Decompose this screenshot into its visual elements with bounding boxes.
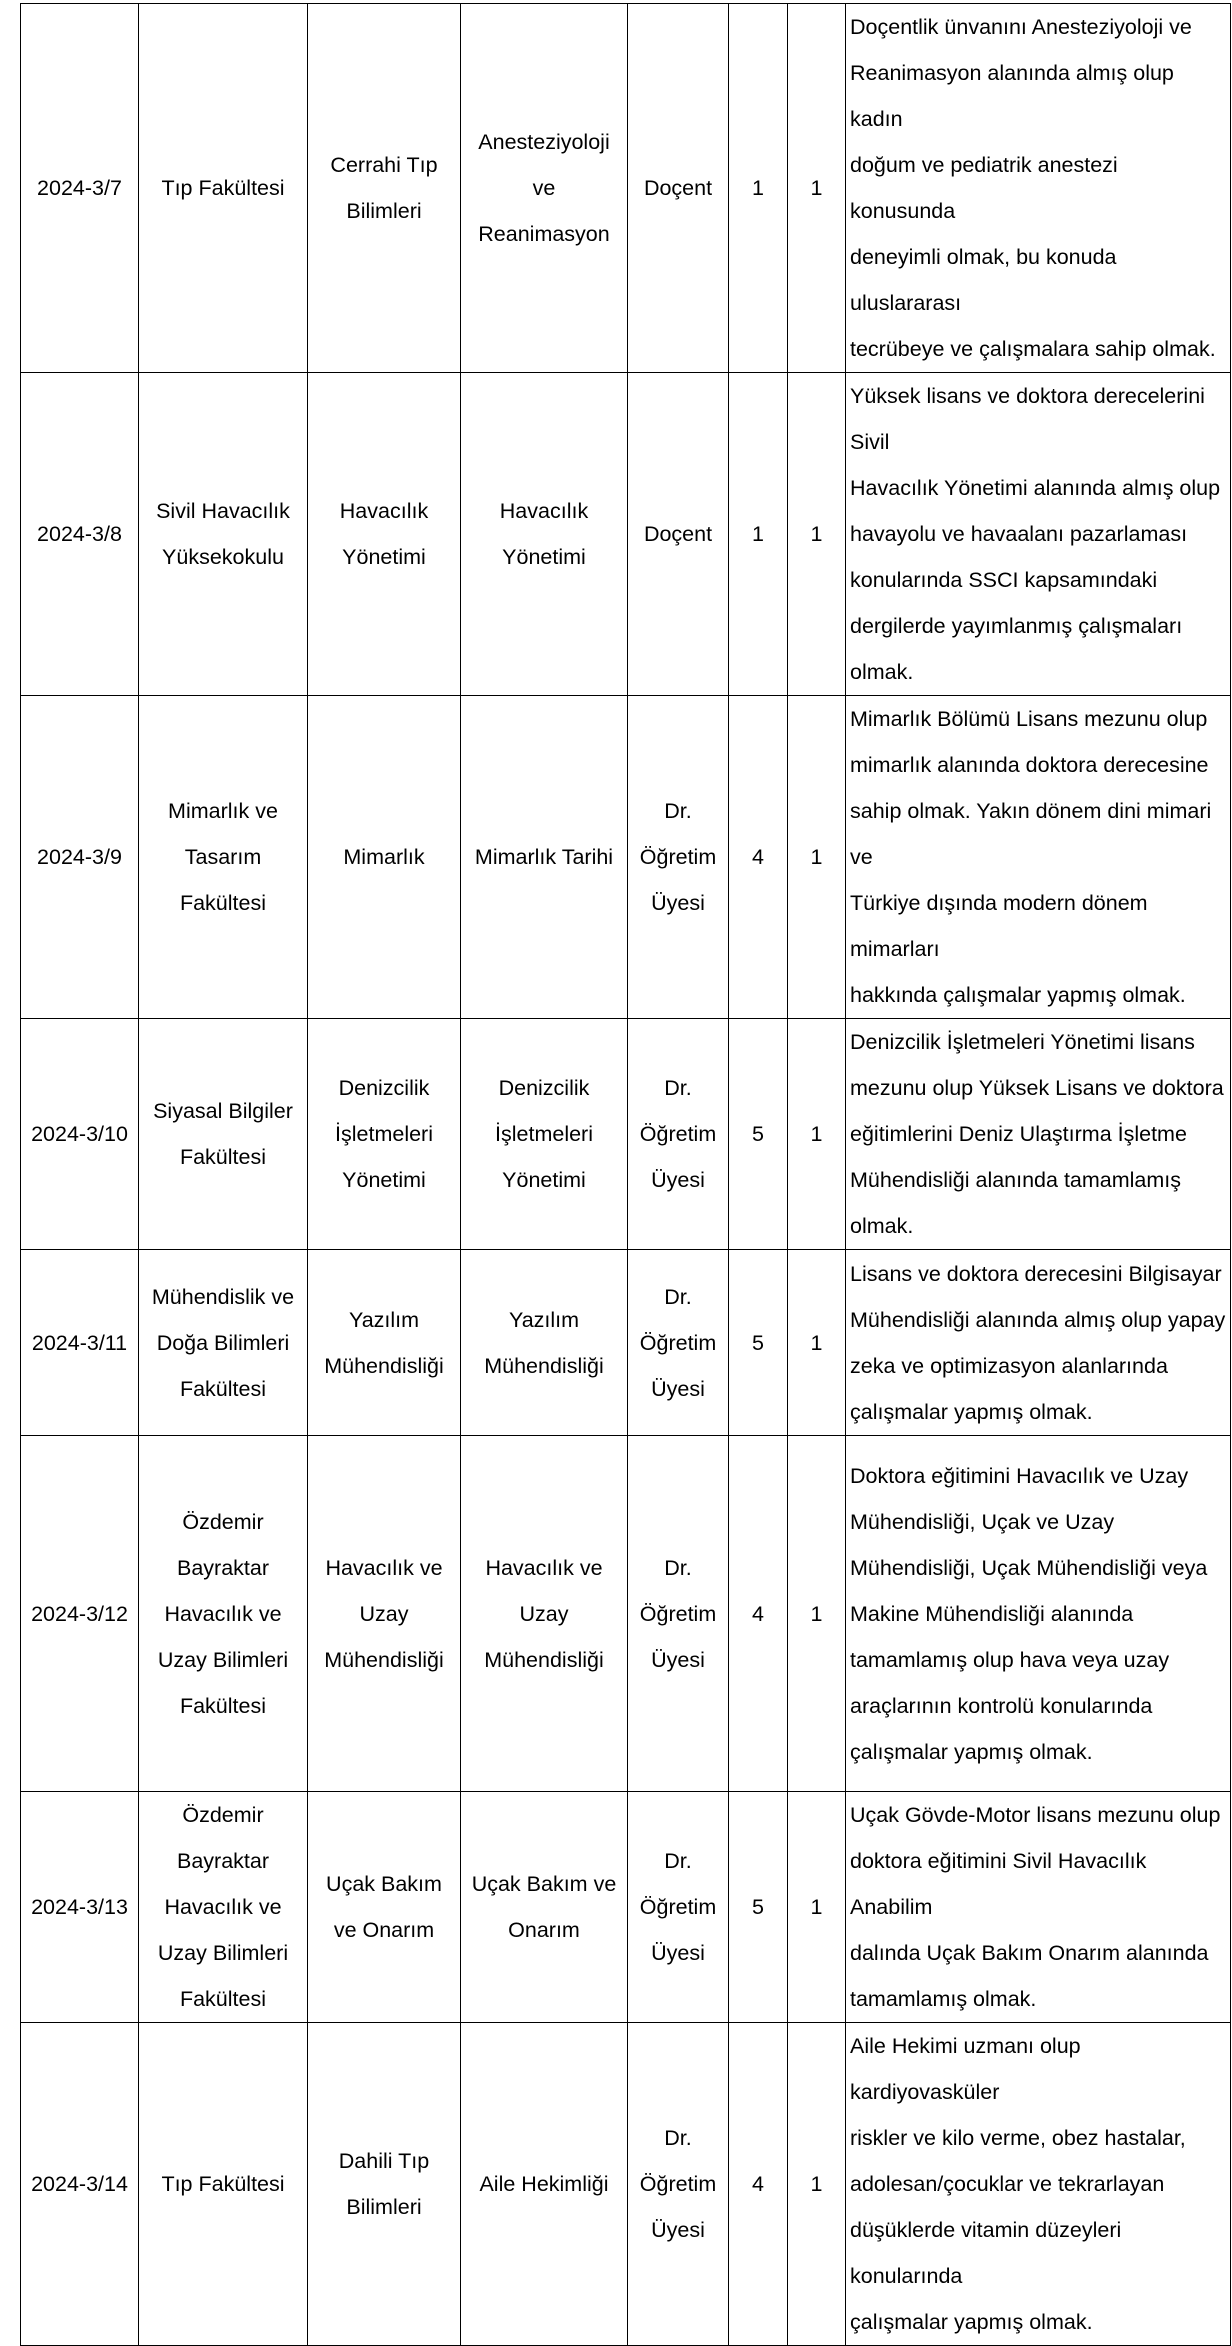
aranan-nitelikler-line: Türkiye dışında modern dönem mimarları — [850, 891, 1148, 961]
anabilim-dali-line: Uzay — [519, 1601, 569, 1626]
birim-line: Tıp Fakültesi — [161, 2172, 285, 2196]
aranan-nitelikler-line: Lisans ve doktora derecesini Bilgisayar — [850, 1261, 1222, 1286]
bolum-line: Uzay — [359, 1601, 409, 1626]
unvan-line: Öğretim — [639, 2172, 717, 2196]
adet-cell: 1 — [788, 696, 846, 1019]
bolum-line: ve Onarım — [333, 1918, 435, 1942]
unvan-cell — [628, 1250, 729, 1436]
derece-cell: 5 — [729, 1250, 788, 1436]
aranan-nitelikler-line: araçlarının kontrolü konularında — [850, 1693, 1153, 1718]
anabilim-dali-line: Yazılım — [508, 1307, 580, 1332]
aranan-nitelikler-line: mezunu olup Yüksek Lisans ve doktora — [850, 1076, 1224, 1100]
adet-cell: 1 — [788, 1436, 846, 1792]
anabilim-dali-line: İşletmeleri — [495, 1122, 593, 1146]
table-row — [21, 373, 1231, 696]
table-row — [21, 2023, 1231, 2346]
unvan-line: Üyesi — [651, 1647, 705, 1672]
bolum-line: Uçak Bakım — [326, 1872, 442, 1896]
aranan-nitelikler-line: Mühendisliği alanında almış olup yapay — [850, 1307, 1226, 1332]
anabilim-dali-cell — [461, 1019, 628, 1250]
aranan-nitelikler-cell — [846, 4, 1231, 373]
unvan-line: Öğretim — [639, 1895, 717, 1919]
ilan-no-cell: 2024-3/14 — [21, 2023, 139, 2346]
bolum-cell — [308, 1436, 461, 1792]
anabilim-dali-cell — [461, 2023, 628, 2346]
birim-line: Havacılık ve — [164, 1601, 282, 1626]
birim-line: Uzay Bilimleri — [157, 1647, 289, 1672]
unvan-line: Üyesi — [651, 1168, 705, 1192]
aranan-nitelikler-line: Mühendisliği alanında tamamlamış olmak. — [850, 1168, 1182, 1238]
bolum-line: Cerrahi Tıp — [330, 153, 438, 177]
birim-line: Uzay Bilimleri — [157, 1941, 289, 1965]
ilan-no-cell: 2024-3/12 — [21, 1436, 139, 1792]
bolum-line: Bilimleri — [346, 199, 422, 223]
bolum-cell — [308, 4, 461, 373]
aranan-nitelikler-line: tamamlamış olmak. — [850, 1987, 1037, 2011]
anabilim-dali-cell — [461, 373, 628, 696]
anabilim-dali-line: Mühendisliği — [484, 1353, 604, 1378]
ilan-no-cell: 2024-3/8 — [21, 373, 139, 696]
unvan-cell — [628, 373, 729, 696]
aranan-nitelikler-line: düşüklerde vitamin düzeyleri konularında — [850, 2218, 1122, 2288]
unvan-cell — [628, 1792, 729, 2023]
bolum-cell — [308, 2023, 461, 2346]
aranan-nitelikler-line: tecrübeye ve çalışmalara sahip olmak. — [850, 337, 1216, 361]
aranan-nitelikler-line: Mühendisliği, Uçak ve Uzay — [850, 1509, 1115, 1534]
unvan-line: Dr. — [664, 1555, 692, 1580]
birim-cell — [139, 1019, 308, 1250]
ilan-no-cell: 2024-3/11 — [21, 1250, 139, 1436]
anabilim-dali-line: Onarım — [508, 1918, 580, 1942]
ilan-no-cell: 2024-3/10 — [21, 1019, 139, 1250]
derece-cell: 5 — [729, 1792, 788, 2023]
aranan-nitelikler-line: konularında SSCI kapsamındaki — [850, 568, 1158, 592]
aranan-nitelikler-line: çalışmalar yapmış olmak. — [850, 1739, 1093, 1764]
birim-cell — [139, 696, 308, 1019]
aranan-nitelikler-line: riskler ve kilo verme, obez hastalar, — [850, 2126, 1186, 2150]
unvan-cell — [628, 1436, 729, 1792]
anabilim-dali-line: Reanimasyon — [478, 222, 610, 246]
aranan-nitelikler-line: çalışmalar yapmış olmak. — [850, 1399, 1093, 1424]
unvan-line: Öğretim — [639, 1330, 717, 1355]
bolum-line: Dahili Tıp — [338, 2149, 430, 2173]
bolum-cell — [308, 1250, 461, 1436]
table-row — [21, 1250, 1231, 1436]
aranan-nitelikler-cell — [846, 2023, 1231, 2346]
birim-cell — [139, 1250, 308, 1436]
aranan-nitelikler-cell — [846, 1250, 1231, 1436]
aranan-nitelikler-line: mimarlık alanında doktora derecesine — [850, 753, 1209, 777]
aranan-nitelikler-line: Mühendisliği, Uçak Mühendisliği veya — [850, 1555, 1208, 1580]
aranan-nitelikler-line: dergilerde yayımlanmış çalışmaları olmak. — [850, 614, 1183, 684]
adet-cell: 1 — [788, 1250, 846, 1436]
aranan-nitelikler-line: eğitimlerini Deniz Ulaştırma İşletme — [850, 1122, 1187, 1146]
unvan-line: Dr. — [664, 799, 692, 823]
adet-cell: 1 — [788, 2023, 846, 2346]
bolum-line: Havacılık ve — [325, 1555, 443, 1580]
anabilim-dali-line: Uçak Bakım ve — [471, 1872, 617, 1896]
aranan-nitelikler-line: hakkında çalışmalar yapmış olmak. — [850, 983, 1186, 1007]
aranan-nitelikler-line: Havacılık Yönetimi alanında almış olup — [850, 476, 1221, 500]
derece-cell: 4 — [729, 1436, 788, 1792]
table-body — [21, 4, 1231, 2346]
bolum-line: Mimarlık — [343, 845, 425, 869]
aranan-nitelikler-line: sahip olmak. Yakın dönem dini mimari ve — [850, 799, 1212, 869]
anabilim-dali-cell — [461, 1250, 628, 1436]
anabilim-dali-cell — [461, 4, 628, 373]
aranan-nitelikler-line: Doçentlik ünvanını Anesteziyoloji ve — [850, 15, 1192, 39]
bolum-cell — [308, 373, 461, 696]
birim-line: Doğa Bilimleri — [156, 1330, 290, 1355]
unvan-line: Üyesi — [651, 2218, 705, 2242]
adet-cell: 1 — [788, 1792, 846, 2023]
aranan-nitelikler-line: adolesan/çocuklar ve tekrarlayan — [850, 2172, 1165, 2196]
adet-cell: 1 — [788, 373, 846, 696]
anabilim-dali-cell — [461, 696, 628, 1019]
unvan-line: Üyesi — [651, 1376, 705, 1401]
adet-cell: 1 — [788, 4, 846, 373]
unvan-cell — [628, 1019, 729, 1250]
aranan-nitelikler-cell — [846, 1792, 1231, 2023]
aranan-nitelikler-line: deneyimli olmak, bu konuda uluslararası — [850, 245, 1117, 315]
bolum-line: Yazılım — [348, 1307, 420, 1332]
bolum-line: Yönetimi — [342, 545, 426, 569]
aranan-nitelikler-line: Mimarlık Bölümü Lisans mezunu olup — [850, 707, 1208, 731]
unvan-line: Üyesi — [651, 891, 705, 915]
aranan-nitelikler-cell — [846, 696, 1231, 1019]
bolum-line: Mühendisliği — [324, 1353, 444, 1378]
birim-line: Fakültesi — [179, 1145, 267, 1169]
aranan-nitelikler-line: havayolu ve havaalanı pazarlaması — [850, 522, 1188, 546]
derece-cell: 5 — [729, 1019, 788, 1250]
birim-line: Bayraktar — [176, 1849, 269, 1873]
birim-line: Özdemir — [182, 1509, 264, 1534]
aranan-nitelikler-line: Aile Hekimi uzmanı olup kardiyovasküler — [850, 2034, 1081, 2104]
birim-cell — [139, 373, 308, 696]
birim-cell — [139, 4, 308, 373]
aranan-nitelikler-line: Yüksek lisans ve doktora derecelerini Sivil — [850, 384, 1205, 454]
bolum-line: Yönetimi — [342, 1168, 426, 1192]
birim-line: Mühendislik ve — [151, 1284, 295, 1309]
aranan-nitelikler-line: doğum ve pediatrik anestezi konusunda — [850, 153, 1118, 223]
aranan-nitelikler-line: dalında Uçak Bakım Onarım alanında — [850, 1941, 1209, 1965]
birim-cell — [139, 1792, 308, 2023]
derece-cell: 4 — [729, 696, 788, 1019]
table-row — [21, 696, 1231, 1019]
birim-line: Tasarım — [184, 845, 262, 869]
bolum-cell — [308, 696, 461, 1019]
birim-line: Yüksekokulu — [162, 545, 284, 569]
birim-line: Tıp Fakültesi — [161, 176, 285, 200]
anabilim-dali-cell — [461, 1436, 628, 1792]
anabilim-dali-line: Havacılık ve — [485, 1555, 603, 1580]
birim-cell — [139, 2023, 308, 2346]
anabilim-dali-line: Yönetimi — [502, 545, 586, 569]
aranan-nitelikler-line: doktora eğitimini Sivil Havacılık Anabilim — [850, 1849, 1147, 1919]
birim-line: Mimarlık ve — [168, 799, 278, 823]
unvan-line: Üyesi — [651, 1941, 705, 1965]
aranan-nitelikler-line: zeka ve optimizasyon alanlarında — [850, 1353, 1168, 1378]
unvan-line: Dr. — [664, 1284, 692, 1309]
unvan-line: Doçent — [643, 522, 713, 546]
ilan-no-cell: 2024-3/7 — [21, 4, 139, 373]
unvan-cell — [628, 696, 729, 1019]
aranan-nitelikler-line: Makine Mühendisliği alanında — [850, 1601, 1134, 1626]
derece-cell: 1 — [729, 373, 788, 696]
birim-line: Fakültesi — [179, 891, 267, 915]
unvan-cell — [628, 4, 729, 373]
bolum-line: İşletmeleri — [335, 1122, 433, 1146]
unvan-line: Dr. — [664, 1076, 692, 1100]
anabilim-dali-line: Mühendisliği — [484, 1647, 604, 1672]
aranan-nitelikler-cell — [846, 373, 1231, 696]
bolum-line: Denizcilik — [338, 1076, 430, 1100]
birim-line: Siyasal Bilgiler — [153, 1099, 293, 1123]
birim-line: Fakültesi — [179, 1693, 267, 1718]
bolum-line: Bilimleri — [346, 2195, 422, 2219]
bolum-line: Mühendisliği — [324, 1647, 444, 1672]
aranan-nitelikler-line: çalışmalar yapmış olmak. — [850, 2310, 1093, 2334]
unvan-line: Öğretim — [639, 1601, 717, 1626]
birim-line: Özdemir — [182, 1803, 264, 1827]
positions-table — [20, 3, 1231, 2346]
anabilim-dali-line: Yönetimi — [502, 1168, 586, 1192]
aranan-nitelikler-line: Doktora eğitimini Havacılık ve Uzay — [850, 1463, 1189, 1488]
birim-line: Fakültesi — [179, 1376, 267, 1401]
aranan-nitelikler-line: Reanimasyon alanında almış olup kadın — [850, 61, 1174, 131]
anabilim-dali-line: Denizcilik — [498, 1076, 590, 1100]
aranan-nitelikler-cell — [846, 1019, 1231, 1250]
anabilim-dali-cell — [461, 1792, 628, 2023]
bolum-cell — [308, 1792, 461, 2023]
birim-line: Bayraktar — [176, 1555, 269, 1580]
anabilim-dali-line: Mimarlık Tarihi — [474, 845, 614, 869]
unvan-line: Dr. — [664, 2126, 692, 2150]
aranan-nitelikler-line: Uçak Gövde-Motor lisans mezunu olup — [850, 1803, 1221, 1827]
adet-cell: 1 — [788, 1019, 846, 1250]
ilan-no-cell: 2024-3/13 — [21, 1792, 139, 2023]
anabilim-dali-line: Anesteziyoloji ve — [478, 130, 610, 200]
ilan-no-cell: 2024-3/9 — [21, 696, 139, 1019]
bolum-cell — [308, 1019, 461, 1250]
table-row — [21, 1019, 1231, 1250]
anabilim-dali-line: Aile Hekimliği — [479, 2172, 609, 2196]
table-row — [21, 1792, 1231, 2023]
bolum-line: Havacılık — [339, 499, 429, 523]
unvan-line: Öğretim — [639, 845, 717, 869]
aranan-nitelikler-line: Denizcilik İşletmeleri Yönetimi lisans — [850, 1030, 1195, 1054]
unvan-line: Dr. — [664, 1849, 692, 1873]
table-row — [21, 1436, 1231, 1792]
derece-cell: 4 — [729, 2023, 788, 2346]
anabilim-dali-line: Havacılık — [499, 499, 589, 523]
table-row — [21, 4, 1231, 373]
birim-line: Sivil Havacılık — [156, 499, 290, 523]
derece-cell: 1 — [729, 4, 788, 373]
unvan-line: Doçent — [643, 176, 713, 200]
birim-line: Fakültesi — [179, 1987, 267, 2011]
birim-line: Havacılık ve — [164, 1895, 282, 1919]
unvan-cell — [628, 2023, 729, 2346]
aranan-nitelikler-line: tamamlamış olup hava veya uzay — [850, 1647, 1170, 1672]
birim-cell — [139, 1436, 308, 1792]
aranan-nitelikler-cell — [846, 1436, 1231, 1792]
unvan-line: Öğretim — [639, 1122, 717, 1146]
